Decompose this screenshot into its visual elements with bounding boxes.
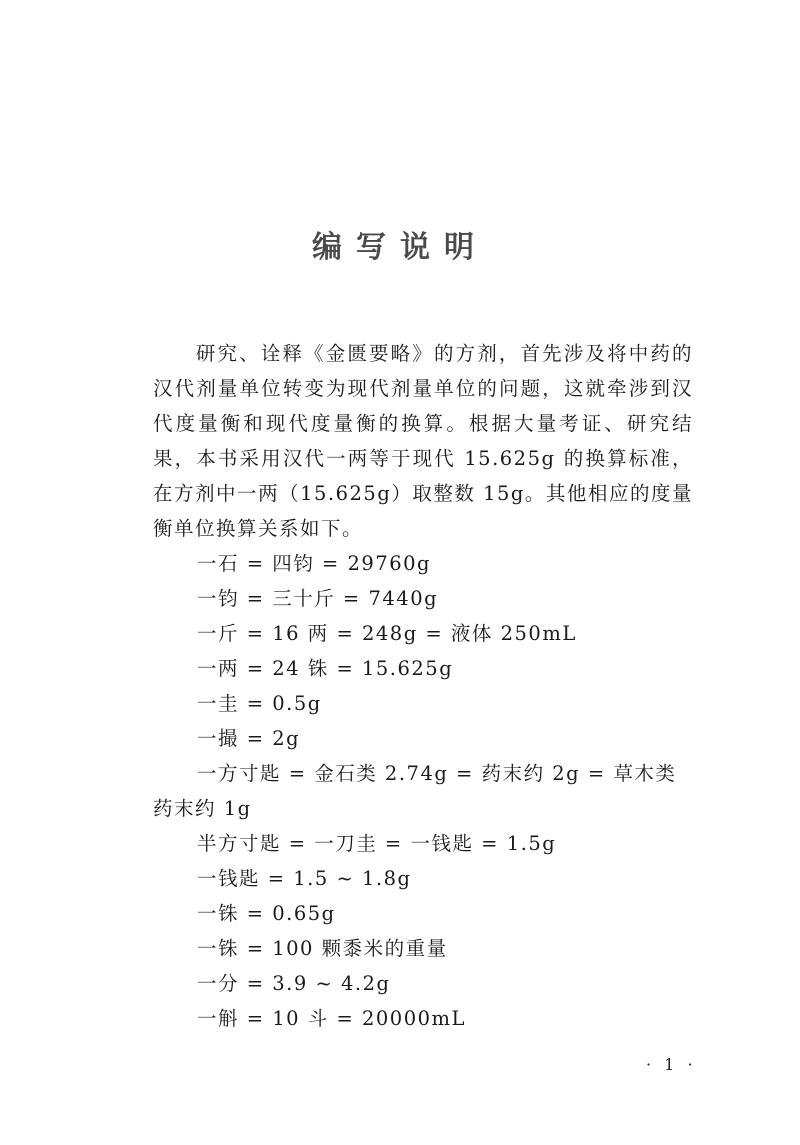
conversion-line: 一石 = 四钧 = 29760g [197,552,431,575]
conversion-line: 一圭 = 0.5g [197,692,322,715]
document-body [153,336,693,1036]
conversion-line: 一钱匙 = 1.5 ~ 1.8g [197,867,412,890]
conversion-line: 一方寸匙 = 金石类 2.74g = 药末约 2g = 草木类药末约 1g [153,762,677,820]
conversion-line: 一铢 = 100 颗黍米的重量 [197,937,448,960]
conversion-line: 一斤 = 16 两 = 248g = 液体 250mL [197,622,577,645]
page-number: · 1 · [646,1055,697,1074]
conversion-line: 一分 = 3.9 ~ 4.2g [197,972,391,995]
conversion-line: 一钧 = 三十斤 = 7440g [197,587,439,610]
conversion-line: 一斛 = 10 斗 = 20000mL [197,1007,466,1030]
conversion-line: 一两 = 24 铢 = 15.625g [197,657,454,680]
conversion-line: 半方寸匙 = 一刀圭 = 一钱匙 = 1.5g [197,832,557,855]
conversion-line: 一撮 = 2g [197,727,301,750]
page-title: 编写说明 [312,230,488,265]
intro-paragraph: 研究、诠释《金匮要略》的方剂，首先涉及将中药的汉代剂量单位转变为现代剂量单位的问题，这就牵涉到汉代度量衡和现代度量衡的换算。根据大量考证、研究结果，本书采用汉代一两等于现代 15.625g 的换算标准，在方剂中一两（15.625g）取整数 15g。其他相应的度量衡单位换算关系如下。 [153,342,693,540]
conversion-line: 一铢 = 0.65g [197,902,336,925]
